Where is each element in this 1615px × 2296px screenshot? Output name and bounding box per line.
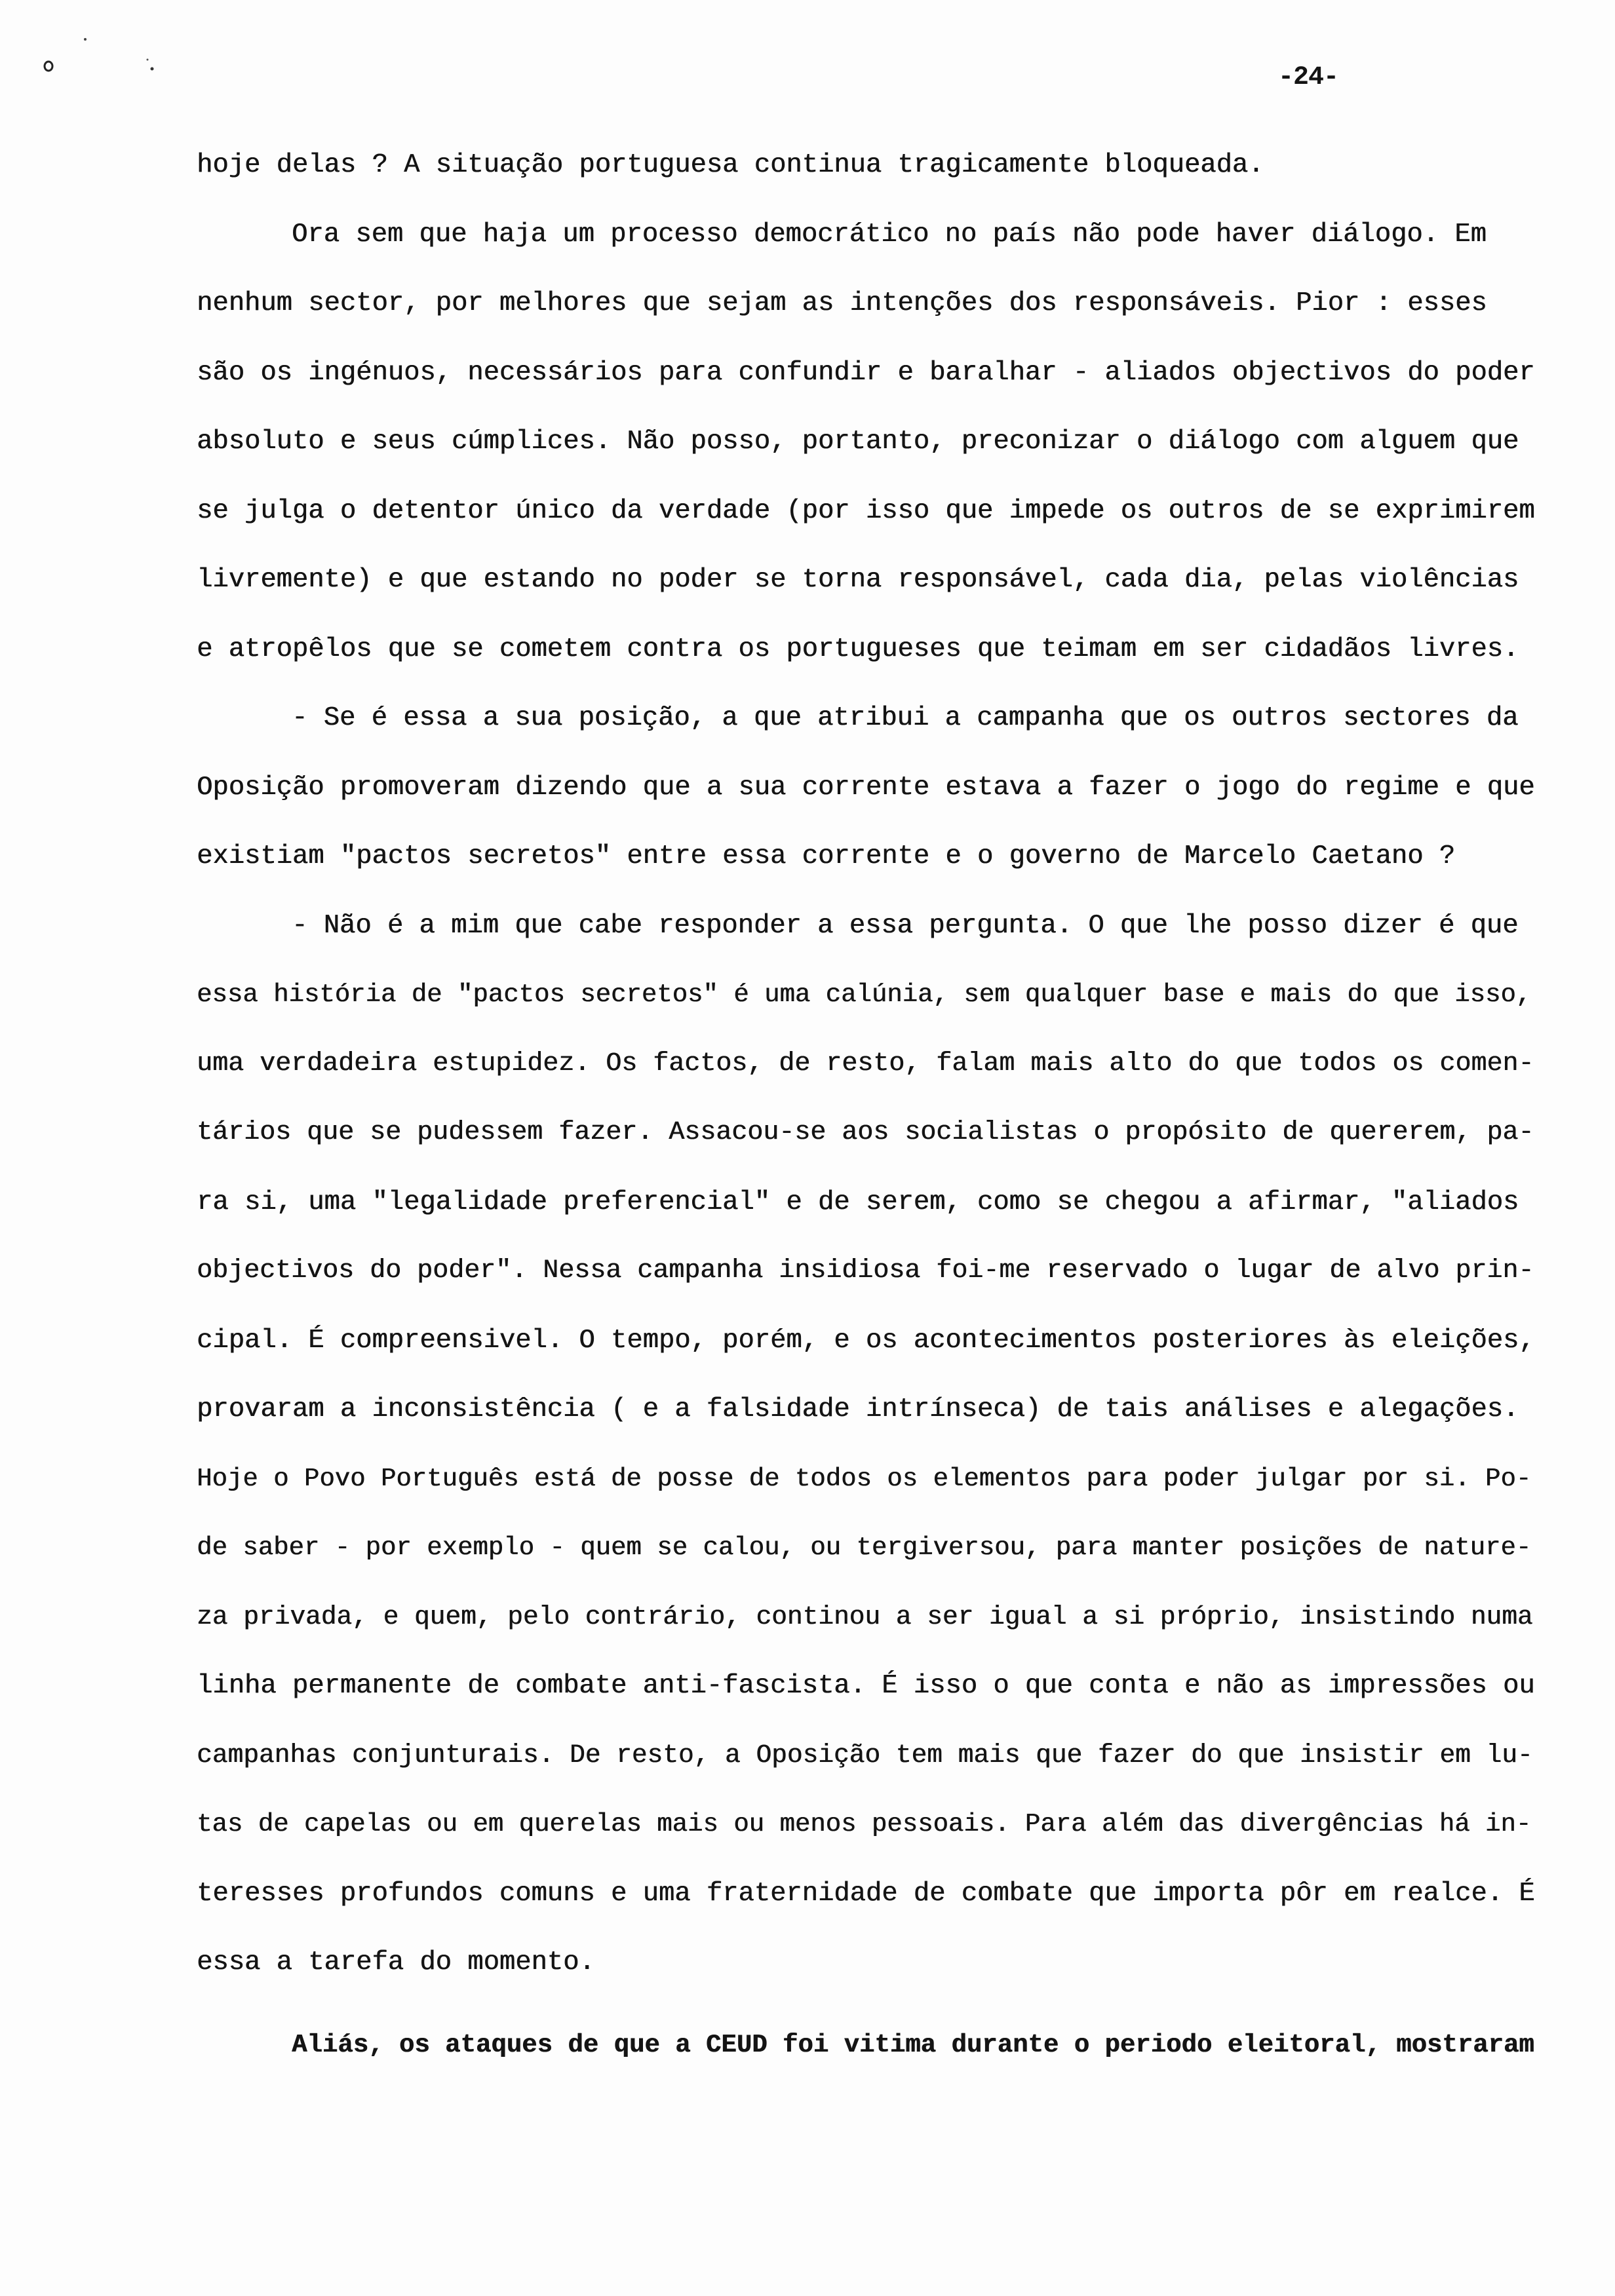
text-line: objectivos do poder". Nessa campanha insidiosa foi-me reservado o lugar de alvo prin-: [197, 1256, 1534, 1286]
text-line: essa a tarefa do momento.: [197, 1947, 595, 1978]
text-line: de saber - por exemplo - quem se calou, ou tergiversou, para manter posições de nature-: [197, 1533, 1532, 1562]
text-line: absoluto e seus cúmplices. Não posso, portanto, preconizar o diálogo com alguem que: [197, 427, 1519, 457]
text-line: tários que se pudessem fazer. Assacou-se aos socialistas o propósito de quererem, pa-: [197, 1118, 1534, 1147]
text-line: ra si, uma "legalidade preferencial" e de serem, como se chegou a afirmar, "aliados: [197, 1187, 1519, 1217]
body-text: [197, 145, 1547, 2094]
page-number: -24-: [1278, 63, 1339, 92]
text-line: hoje delas ? A situação portuguesa continua tragicamente bloqueada.: [197, 150, 1264, 180]
margin-marks: [39, 36, 170, 88]
text-line: campanhas conjunturais. De resto, a Oposição tem mais que fazer do que insistir em lu-: [197, 1740, 1533, 1770]
text-line: teresses profundos comuns e uma fraternidade de combate que importa pôr em realce. É: [197, 1878, 1535, 1909]
paragraph-gap: [197, 2012, 1547, 2025]
text-line: cipal. É compreensivel. O tempo, porém, e os acontecimentos posteriores às eleições,: [197, 1325, 1535, 1356]
text-line: nenhum sector, por melhores que sejam as intenções dos responsáveis. Pior : esses: [197, 288, 1487, 318]
text-line: uma verdadeira estupidez. Os factos, de resto, falam mais alto do que todos os comen-: [197, 1048, 1534, 1079]
text-line: Hoje o Povo Português está de posse de todos os elementos para poder julgar por si. Po-: [197, 1464, 1532, 1493]
text-line: livremente) e que estando no poder se torna responsável, cada dia, pelas violências: [197, 565, 1519, 595]
text-line: e atropêlos que se cometem contra os portugueses que teimam em ser cidadãos livres.: [197, 634, 1519, 664]
text-line: Oposição promoveram dizendo que a sua corrente estava a fazer o jogo do regime e que: [197, 772, 1535, 803]
text-line: tas de capelas ou em querelas mais ou menos pessoais. Para além das divergências há in-: [197, 1810, 1532, 1839]
text-line: essa história de "pactos secretos" é uma calúnia, sem qualquer base e mais do que isso,: [197, 980, 1532, 1009]
text-line: za privada, e quem, pelo contrário, continou a ser igual a si próprio, insistindo numa: [197, 1601, 1533, 1632]
text-line: se julga o detentor único da verdade (por isso que impede os outros de se exprimirem: [197, 495, 1535, 526]
text-line: são os ingénuos, necessários para confundir e baralhar - aliados objectivos do poder: [197, 357, 1535, 388]
text-line: linha permanente de combate anti-fascista. É isso o que conta e não as impressões ou: [197, 1671, 1535, 1701]
text-line: existiam "pactos secretos" entre essa corrente e o governo de Marcelo Caetano ?: [197, 841, 1456, 871]
text-line: - Se é essa a sua posição, a que atribui a campanha que os outros sectores da: [292, 703, 1519, 733]
text-line: - Não é a mim que cabe responder a essa pergunta. O que lhe posso dizer é que: [292, 910, 1519, 941]
text-line: Ora sem que haja um processo democrático no país não pode haver diálogo. Em: [292, 219, 1487, 250]
text-line: provaram a inconsistência ( e a falsidade intrínseca) de tais análises e alegações.: [197, 1394, 1519, 1425]
text-line: Aliás, os ataques de que a CEUD foi vitima durante o periodo eleitoral, mostraram: [292, 2030, 1534, 2059]
